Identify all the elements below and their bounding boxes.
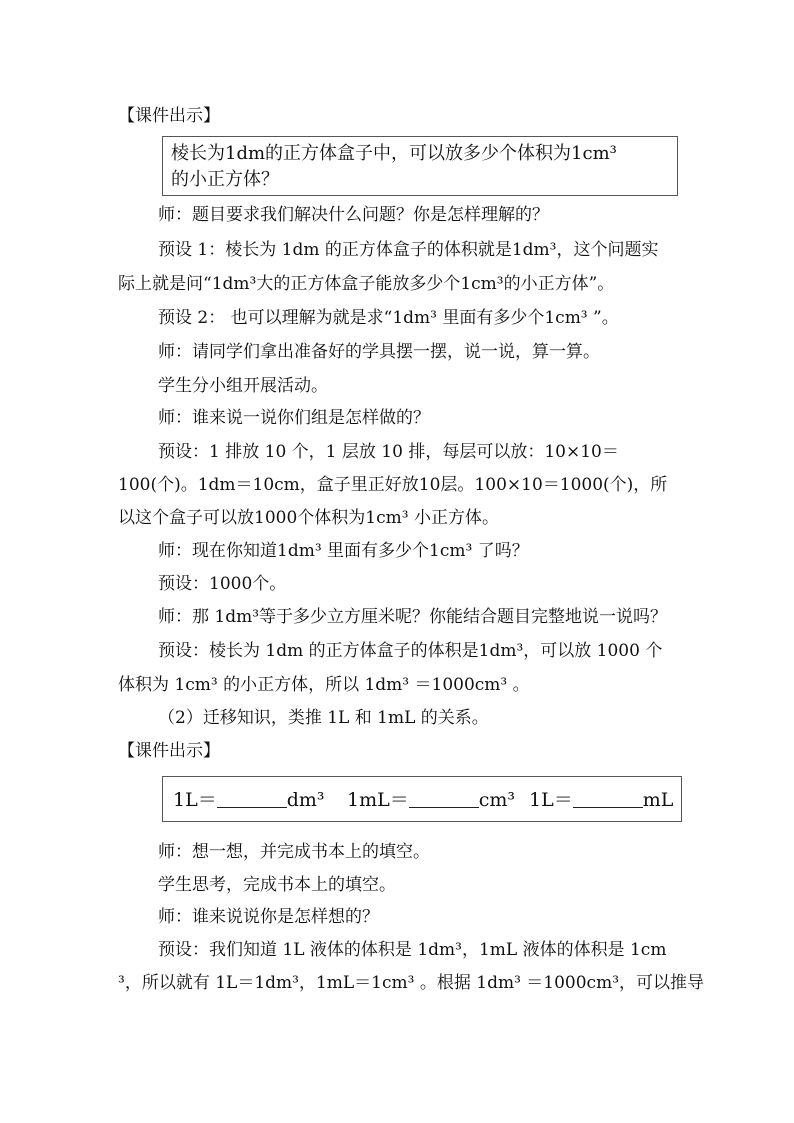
fill-item-1-prefix: 1L＝ xyxy=(173,789,217,811)
paragraph: 预设：1 排放 10 个，1 层放 10 排，每层可以放：10×10＝ xyxy=(158,442,619,462)
paragraph: 师：谁来说说你是怎样想的？ xyxy=(158,907,379,927)
paragraph: 预设 1：棱长为 1dm 的正方体盒子的体积就是1dm³，这个问题实 xyxy=(158,240,659,260)
paragraph: 师：题目要求我们解决什么问题？你是怎样理解的？ xyxy=(158,205,549,225)
fill-item-1-unit: dm³ xyxy=(286,789,325,811)
paragraph: 师：现在你知道1dm³ 里面有多少个1cm³ 了吗？ xyxy=(158,541,529,561)
fill-item-2-unit: cm³ xyxy=(478,789,516,811)
problem-line-1: 棱长为1dm的正方体盒子中，可以放多少个体积为1cm³ xyxy=(171,143,617,164)
fill-item-1 xyxy=(173,789,325,811)
fill-blank-1[interactable] xyxy=(217,789,287,808)
paragraph: 以这个盒子可以放1000个体积为1cm³ 小正方体。 xyxy=(118,508,499,528)
fill-item-2-prefix: 1mL＝ xyxy=(347,789,409,811)
paragraph: 学生思考，完成书本上的填空。 xyxy=(158,875,396,895)
paragraph: 际上就是问“1dm³大的正方体盒子能放多少个1cm³的小正方体”。 xyxy=(118,274,615,294)
paragraph: 100(个)。1dm＝10cm，盒子里正好放10层。100×10＝1000(个)，所 xyxy=(118,475,668,495)
paragraph: （2）迁移知识，类推 1L 和 1mL 的关系。 xyxy=(158,708,489,728)
courseware-heading: 【课件出示】 xyxy=(118,106,220,126)
paragraph: ³，所以就有 1L＝1dm³，1mL＝1cm³ 。根据 1dm³ ＝1000cm³，可以推导 xyxy=(118,973,705,993)
fill-blank-3[interactable] xyxy=(573,789,643,808)
paragraph: 学生分小组开展活动。 xyxy=(158,376,328,396)
paragraph: 预设 2： 也可以理解为就是求“1dm³ 里面有多少个1cm³ ”。 xyxy=(158,308,619,328)
paragraph: 预设：棱长为 1dm 的正方体盒子的体积是1dm³，可以放 1000 个 xyxy=(158,641,663,661)
paragraph: 师：请同学们拿出准备好的学具摆一摆，说一说，算一算。 xyxy=(158,342,600,362)
fill-item-3-unit: mL xyxy=(642,789,674,811)
problem-line-2: 的小正方体？ xyxy=(171,169,279,190)
fill-item-3 xyxy=(529,789,673,811)
fill-item-2 xyxy=(347,789,515,811)
fill-in-box xyxy=(162,776,682,822)
fill-blank-2[interactable] xyxy=(409,789,479,808)
paragraph: 师：想一想，并完成书本上的填空。 xyxy=(158,842,430,862)
courseware-heading-2: 【课件出示】 xyxy=(118,741,220,761)
fill-item-3-prefix: 1L＝ xyxy=(529,789,573,811)
paragraph: 体积为 1cm³ 的小正方体，所以 1dm³ ＝1000cm³ 。 xyxy=(118,675,530,695)
paragraph: 预设：我们知道 1L 液体的体积是 1dm³，1mL 液体的体积是 1cm xyxy=(158,940,667,960)
paragraph: 预设：1000个。 xyxy=(158,574,287,594)
problem-box xyxy=(162,136,678,196)
paragraph: 师：谁来说一说你们组是怎样做的？ xyxy=(158,408,430,428)
paragraph: 师：那 1dm³等于多少立方厘米呢？你能结合题目完整地说一说吗？ xyxy=(158,607,668,627)
